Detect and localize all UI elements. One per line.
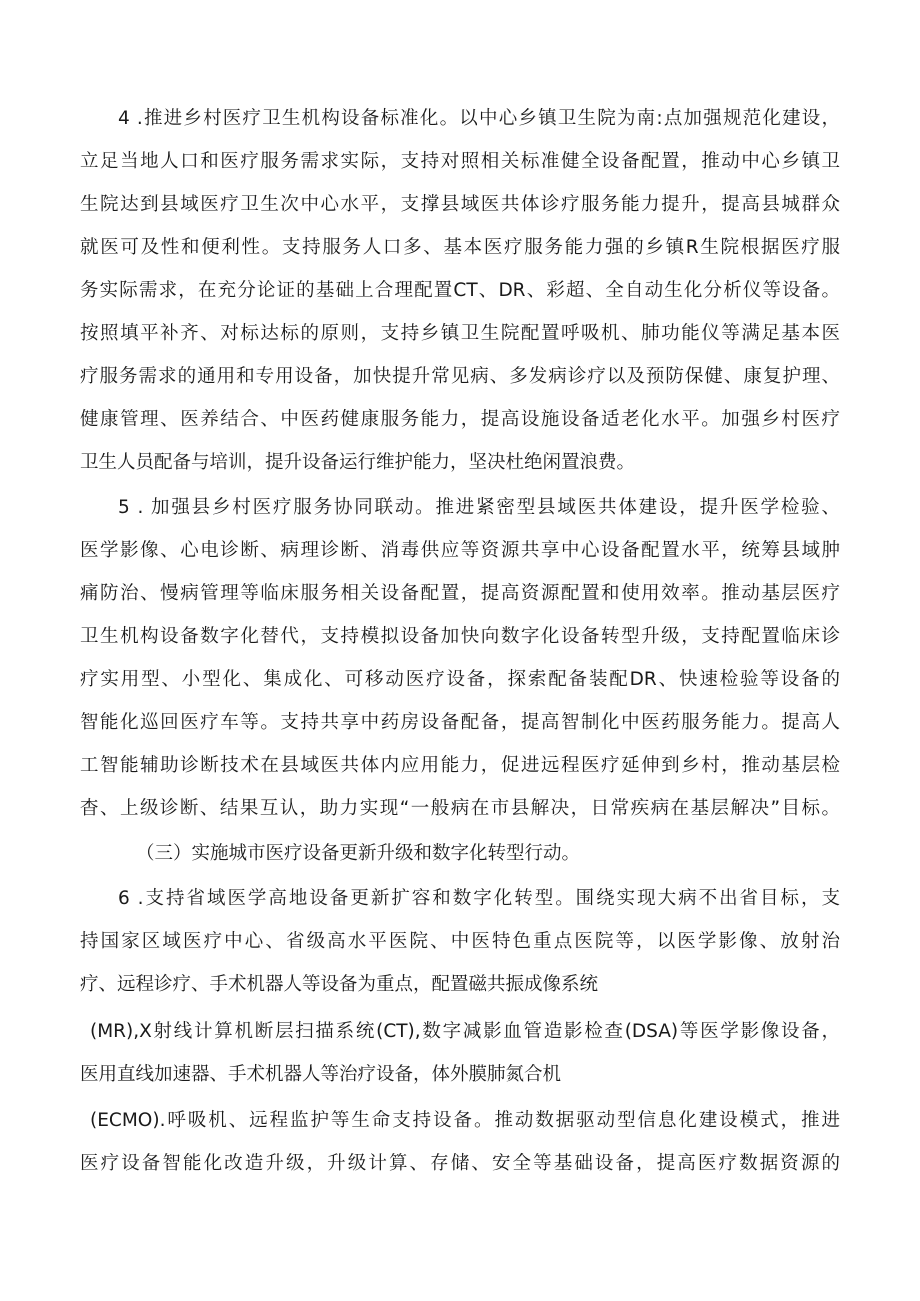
text-line: 4 .推进乡村医疗卫生机构设备标准化。以中心乡镇卫生院为南:点加强规范化建设， [118, 108, 840, 129]
text-line: (ECMO).呼吸机、远程监护等生命支持设备。推动数据驱动型信息化建设模式，推进 [90, 1110, 840, 1131]
paragraph-5-line [80, 577, 840, 611]
text-line: 卫生人员配备与培训，提升设备运行维护能力，坚决杜绝闲置浪费。 [80, 452, 636, 473]
paragraph-5-line [80, 663, 840, 697]
paragraph-5-line [80, 749, 840, 783]
paragraph-6-line [90, 1104, 840, 1138]
text-line: 智能化巡回医疗车等。支持共享中药房设备配备，提高智制化中医药服务能力。提高人 [80, 712, 840, 733]
paragraph-4-line [80, 231, 840, 265]
paragraph-4-line [80, 188, 840, 222]
text-line: 医用直线加速器、手术机器人等治疗设备，体外膜肺氮合机 [80, 1064, 562, 1085]
paragraph-6-line [80, 1147, 840, 1181]
paragraph-4-line [118, 102, 840, 136]
text-line: 按照填平补齐、对标达标的原则，支持乡镇卫生院配置呼吸机、肺功能仪等满足基本医 [80, 323, 840, 344]
paragraph-6-line [80, 968, 840, 1002]
text-line: 痛防治、慢病管理等临床服务相关设备配置，提高资源配置和使用效率。推动基层医疗 [80, 583, 840, 604]
text-line: 务实际需求，在充分论证的基础上合理配置CT、DR、彩超、全自动生化分析仪等设备。 [80, 280, 840, 301]
section-heading-3 [136, 837, 840, 871]
text-line: 持国家区域医疗中心、省级高水平医院、中医特色重点医院等，以医学影像、放射治 [80, 931, 840, 952]
paragraph-6-line [90, 1015, 840, 1049]
paragraph-5-line [118, 491, 840, 525]
paragraph-5-line-last [80, 792, 840, 826]
paragraph-5-line [80, 706, 840, 740]
text-line: 5 . 加强县乡村医疗服务协同联动。推进紧密型县域医共体建设，提升医学检验、 [118, 497, 840, 518]
text-line: 杳、上级诊断、结果互认，助力实现“一般病在市县解决，日常疾病在基层解决”目标。 [80, 798, 840, 819]
paragraph-5-line [80, 534, 840, 568]
paragraph-4-line [80, 403, 840, 437]
text-line: 立足当地人口和医疗服务需求实际，支持对照相关标准健全设备配置，推动中心乡镇卫 [80, 151, 840, 172]
text-line: 6 .支持省域医学高地设备更新扩容和数字化转型。围绕实现大病不出省目标，支 [118, 888, 840, 909]
paragraph-6-line [80, 1058, 840, 1092]
paragraph-4-line [80, 274, 840, 308]
text-line: (MR),X射线计算机断层扫描系统(CT),数字减影血管造影检查(DSA)等医学影像设备， [90, 1021, 840, 1042]
text-line: 医疗设备智能化改造升级，升级计算、存储、安全等基础设备，提高医疗数据资源的 [80, 1153, 840, 1174]
text-line: 疗服务需求的通用和专用设备，加快提升常见病、多发病诊疗以及预防保健、康复护理、 [80, 366, 840, 387]
text-line: 疗实用型、小型化、集成化、可移动医疗设备，探索配备装配DR、快速检验等设备的 [80, 669, 840, 690]
paragraph-4-line-last [80, 446, 840, 480]
text-line: 就医可及性和便利性。支持服务人口多、基本医疗服务能力强的乡镇R生院根据医疗服 [80, 237, 840, 258]
paragraph-4-line [80, 317, 840, 351]
text-line: 卫生机构设备数字化替代，支持模拟设备加快向数字化设备转型升级，支持配置临床诊 [80, 626, 840, 647]
paragraph-4-line [80, 145, 840, 179]
paragraph-6-line [118, 882, 840, 916]
paragraph-4-line [80, 360, 840, 394]
text-line: 工智能辅助诊断技术在县域医共体内应用能力，促进远程医疗延伸到乡村，推动基层检 [80, 755, 840, 776]
section-heading-text: （三）实施城市医疗设备更新升级和数字化转型行动。 [136, 843, 581, 864]
text-line: 疗、远程诊疗、手术机器人等设备为重点，配置磁共振成像系统 [80, 974, 599, 995]
paragraph-6-line [80, 925, 840, 959]
text-line: 生院达到县域医疗卫生次中心水平，支撑县域医共体诊疗服务能力提升，提高县城群众 [80, 194, 840, 215]
text-line: 医学影像、心电诊断、病理诊断、消毒供应等资源共享中心设备配置水平，统筹县域肿 [80, 540, 840, 561]
paragraph-5-line [80, 620, 840, 654]
text-line: 健康管理、医养结合、中医药健康服务能力，提高设施设备适老化水平。加强乡村医疗 [80, 409, 840, 430]
